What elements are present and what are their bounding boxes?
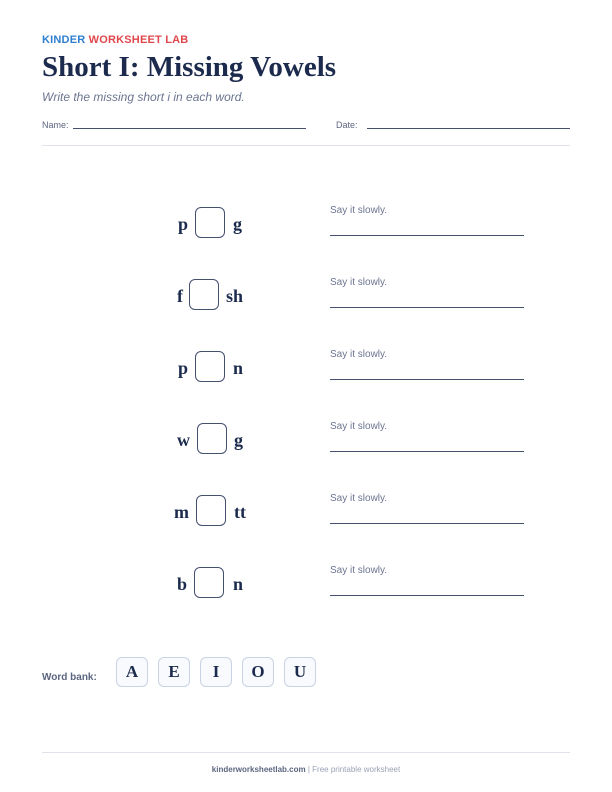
- header-divider: [42, 145, 570, 146]
- word-end-letters: n: [233, 574, 244, 594]
- word-end-letters: tt: [234, 502, 246, 522]
- footer-divider: [42, 752, 570, 753]
- word-bank-label: Word bank:: [42, 672, 97, 683]
- footer-separator: |: [307, 765, 310, 774]
- word-row: [0, 207, 612, 247]
- answer-line[interactable]: [330, 523, 524, 524]
- footer-note: Free printable worksheet: [312, 765, 401, 774]
- vowel-blank-box[interactable]: [194, 567, 224, 598]
- word-start-letter: p: [177, 358, 188, 378]
- word-row: [0, 279, 612, 319]
- brand-logo: [42, 34, 188, 46]
- word-bank-tile[interactable]: A: [116, 657, 148, 687]
- word-bank-tile[interactable]: U: [284, 657, 316, 687]
- instructions: Write the missing short i in each word.: [42, 90, 245, 104]
- hint-text: Say it slowly.: [330, 421, 388, 432]
- word-start-letter: b: [176, 574, 187, 594]
- word-row: [0, 567, 612, 607]
- answer-line[interactable]: [330, 235, 524, 236]
- word-end-letters: n: [233, 358, 244, 378]
- word-bank-tile[interactable]: I: [200, 657, 232, 687]
- page-title: Short I: Missing Vowels: [42, 51, 337, 83]
- vowel-blank-box[interactable]: [189, 279, 219, 310]
- word-row: [0, 351, 612, 391]
- hint-text: Say it slowly.: [330, 205, 388, 216]
- answer-line[interactable]: [330, 451, 524, 452]
- hint-text: Say it slowly.: [330, 277, 388, 288]
- hint-text: Say it slowly.: [330, 493, 388, 504]
- vowel-blank-box[interactable]: [195, 351, 225, 382]
- footer: [0, 765, 612, 774]
- word-start-letter: p: [177, 214, 188, 234]
- vowel-blank-box[interactable]: [195, 207, 225, 238]
- date-line[interactable]: [367, 128, 570, 129]
- word-bank-tile[interactable]: O: [242, 657, 274, 687]
- word-bank-tile[interactable]: E: [158, 657, 190, 687]
- word-start-letter: f: [177, 286, 183, 306]
- date-label: Date:: [336, 120, 358, 130]
- name-label: Name:: [42, 120, 69, 130]
- name-line[interactable]: [73, 128, 306, 129]
- word-end-letters: g: [234, 430, 243, 450]
- word-end-letters: g: [233, 214, 242, 234]
- brand-part-2: WORKSHEET LAB: [88, 34, 189, 46]
- answer-line[interactable]: [330, 307, 524, 308]
- answer-line[interactable]: [330, 379, 524, 380]
- hint-text: Say it slowly.: [330, 349, 388, 360]
- vowel-blank-box[interactable]: [196, 495, 226, 526]
- word-row: [0, 495, 612, 535]
- word-start-letter: w: [177, 430, 190, 450]
- hint-text: Say it slowly.: [330, 565, 388, 576]
- word-row: [0, 423, 612, 463]
- word-end-letters: sh: [226, 286, 244, 306]
- vowel-blank-box[interactable]: [197, 423, 227, 454]
- footer-site: kinderworksheetlab.com: [211, 765, 306, 774]
- answer-line[interactable]: [330, 595, 524, 596]
- word-start-letter: m: [174, 502, 189, 522]
- brand-part-1: KINDER: [42, 34, 86, 46]
